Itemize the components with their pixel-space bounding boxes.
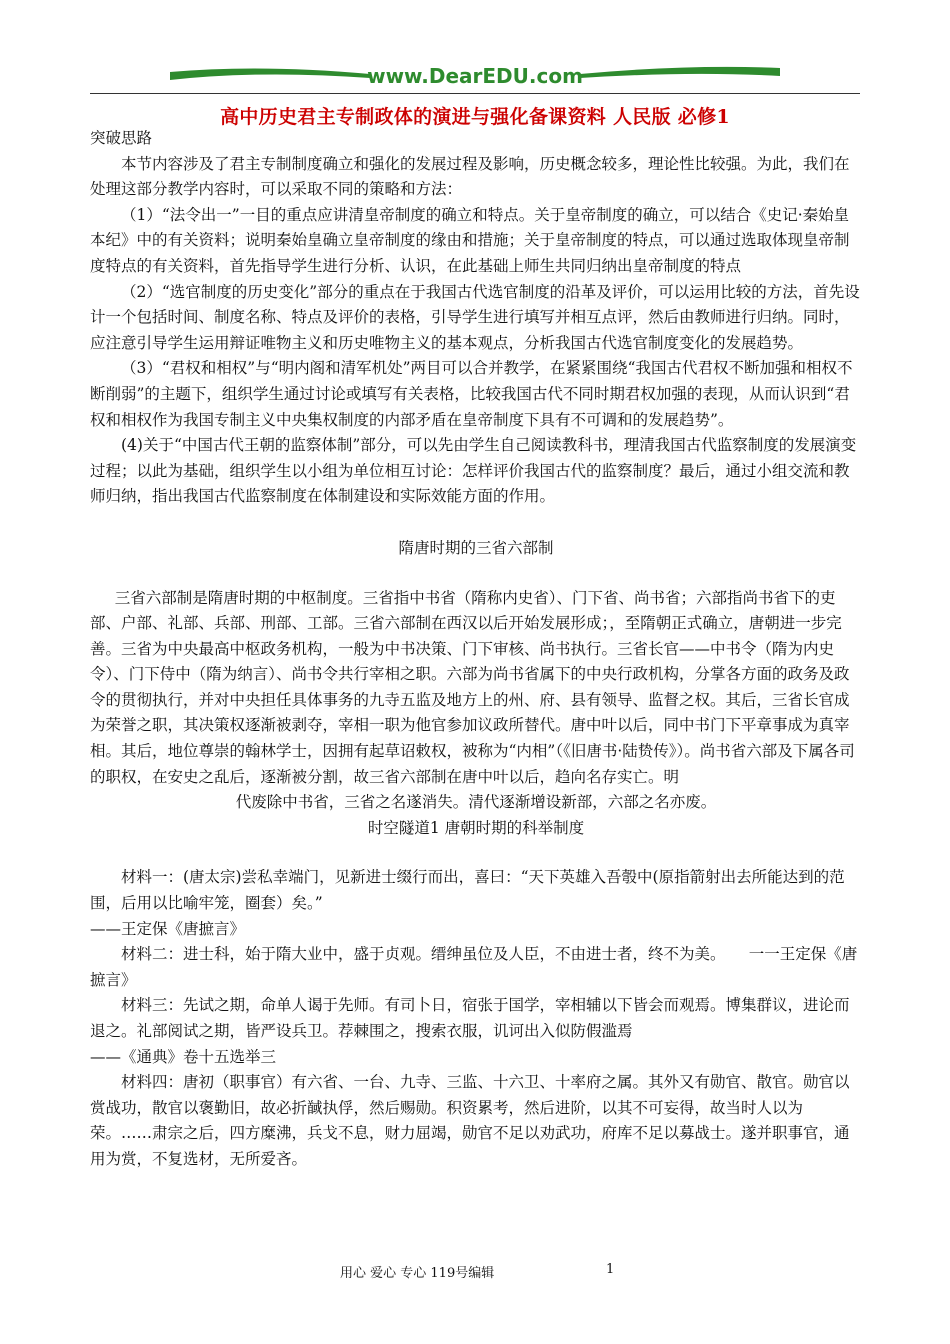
material-3: 材料三：先试之期，命单人谒于先师。有司卜日，宿张于国学，宰相辅以下皆会而观焉。博集群议，进论而退之。礼部阅试之期，皆严设兵卫。荐棘围之，搜索衣服，讥诃出入似防假滥焉 (90, 996, 850, 1040)
section1-tail: 代废除中书省，三省之名遂消失。清代逐渐增设新部，六部之名亦废。 (235, 793, 717, 812)
point-1: （1）“法令出一”一目的重点应讲清皇帝制度的确立和特点。关于皇帝制度的确立，可以结合《史记·秦始皇本纪》中的有关资料；说明秦始皇确立皇帝制度的缘由和措施；关于皇帝制度的特点，可以通过选取体现皇帝制度特点的有关资料，首先指导学生进行分析、认识，在此基础上师生共同归纳出皇帝制度的特点 (90, 205, 850, 275)
section1-text: 三省六部制是隋唐时期的中枢制度。三省指中书省（隋称内史省）、门下省、尚书省；六部指尚书省下的吏部、户部、礼部、兵部、刑部、工部。三省六部制在西汉以后开始发展形成；，至隋朝正式确立，唐朝进一步完善。三省为中央最高中枢政务机构，一般为中书决策、门下审核、尚书执行。三省长官——中书令（隋为内史令）、门下侍中（隋为纳言）、尚书令共行宰相之职。六部为尚书省属下的中央行政机构，分掌各方面的政务及政令的贯彻执行，并对中央担任具体事务的九寺五监及地方上的州、府、县有领导、监督之权。其后，三省长官成为荣誉之职，其决策权逐渐被剥夺，宰相一职为他官参加议政所替代。唐中叶以后，同中书门下平章事成为真宰相。其后，地位尊崇的翰林学士，因拥有起草诏敕权，被称为“内相”（《旧唐书·陆贽传》）。尚书省六部及下属各司的职权，在安史之乱后，逐渐被分割，故三省六部制在唐中叶以后，趋向名存实亡。明 (90, 588, 855, 786)
site-url: www.DearEDU.com (367, 64, 583, 88)
document-title: 高中历史君主专制政体的演进与强化备课资料 人民版 必修1 (220, 106, 730, 128)
header-rule (90, 93, 860, 94)
section2-title: 时空隧道1 唐朝时期的科举制度 (367, 818, 585, 837)
document-body (90, 126, 862, 1173)
material-1: 材料一：(唐太宗)尝私幸端门，见新进士缀行而出，喜曰：“天下英雄入吾彀中(原指箭射出去所能达到的范围，后用以比喻牢笼，圈套）矣。” (90, 868, 845, 913)
point-4: (4)关于“中国古代王朝的监察体制”部分，可以先由学生自己阅读教科书，理清我国古代监察制度的发展演变过程；以此为基础，组织学生以小组为单位相互讨论：怎样评价我国古代的监察制度？最后，通过小组交流和教师归纳，指出我国古代监察制度在体制建设和实际效能方面的作用。 (90, 436, 857, 506)
site-banner-logo (170, 62, 780, 90)
footer-label: 用心 爱心 专心 119号编辑 (340, 1266, 495, 1281)
section-heading: 突破思路 (90, 129, 153, 147)
point-3: （3）“君权和相权”与“明内阁和清军机处”两目可以合并教学，在紧紧围绕“我国古代君权不断加强和相权不断削弱”的主题下，组织学生通过讨论或填写有关表格，比较我国古代不同时期君权加强的表现，从而认识到“君权和相权作为我国专制主义中央集权制度的内部矛盾在皇帝制度下具有不可调和的发展趋势”。 (90, 359, 853, 429)
page-number: 1 (606, 1262, 615, 1277)
point-2: （2）“选官制度的历史变化”部分的重点在于我国古代选官制度的沿革及评价，可以运用比较的方法，首先设计一个包括时间、制度名称、特点及评价的表格，引导学生进行填写并相互点评，然后由教师进行归纳。同时，应注意引导学生运用辩证唯物主义和历史唯物主义的基本观点，分析我国古代选官制度变化的发展趋势。 (90, 282, 860, 352)
material-1-source: ——王定保《唐摭言》 (90, 919, 246, 938)
section1-title: 隋唐时期的三省六部制 (398, 538, 554, 557)
material-3-source: ——《通典》卷十五选举三 (90, 1047, 277, 1066)
intro-paragraph: 本节内容涉及了君主专制制度确立和强化的发展过程及影响，历史概念较多，理论性比较强。为此，我们在处理这部分教学内容时，可以采取不同的策略和方法： (90, 154, 850, 199)
material-2: 材料二：进士科，始于隋大业中，盛于贞观。缙绅虽位及人臣，不由进士者，终不为美。 一一王定保《唐摭言》 (90, 945, 858, 989)
material-4: 材料四：唐初（职事官）有六省、一台、九寺、三监、十六卫、十率府之属。其外又有勋官、散官。勋官以赏战功，散官以褒勤旧，故必折馘执俘，然后赐勋。积资累考，然后进阶，以其不可妄得，故当时人以为荣。……肃宗之后，四方糜沸，兵戈不息，财力屈竭，勋官不足以劝武功，府库不足以募战士。遂并职事官，通用为赏，不复选材，无所爱吝。 (90, 1073, 850, 1168)
